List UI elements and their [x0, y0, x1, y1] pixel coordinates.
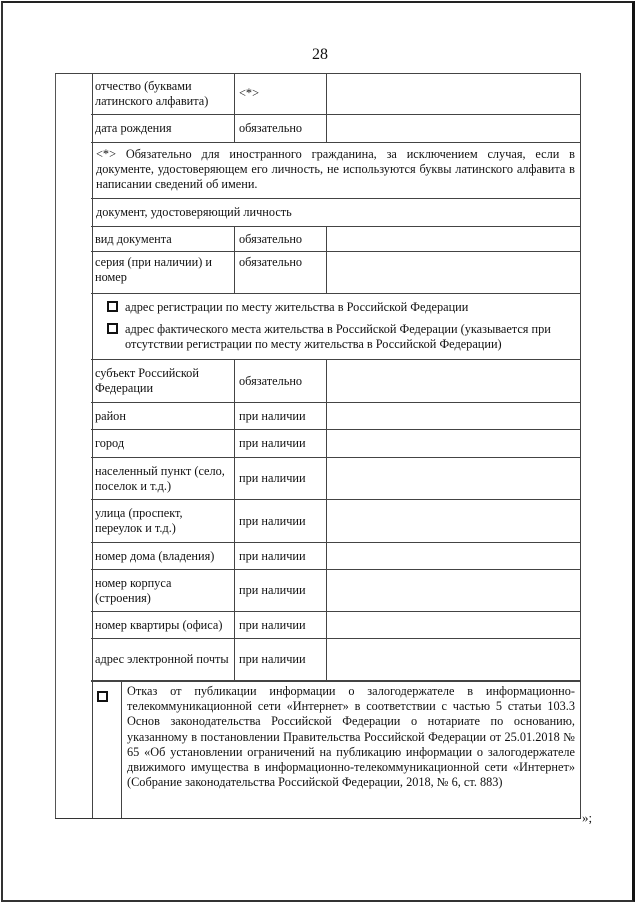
field-label: адрес электронной почты: [91, 639, 235, 680]
field-value-cell[interactable]: [327, 227, 580, 251]
field-label: отчество (буквами латинского алфавита): [91, 74, 235, 114]
field-value-cell[interactable]: [327, 252, 580, 293]
table-row-address-options: [91, 294, 581, 360]
footnote-text: <*> Обязательно для иностранного гражданина, за исключением случая, если в документе, удостоверяющем его личность, не используются буквы латинского алфавита в написании сведений об имени.: [96, 147, 575, 191]
field-value-cell[interactable]: [327, 500, 580, 542]
table-row-subject: [91, 360, 581, 403]
address-option-actual[interactable]: [91, 317, 580, 354]
table-row-document-number: [91, 252, 581, 294]
form-table: [55, 73, 581, 819]
table-row-email: [91, 639, 581, 681]
table-row-locality: [91, 458, 581, 500]
field-label: субъект Российской Федерации: [91, 360, 235, 402]
table-left-column: [55, 74, 93, 818]
checkbox-icon[interactable]: [107, 323, 118, 334]
option-label: адрес фактического места жительства в Российской Федерации (указывается при отсутствии регистрации по месту жительства в Российской Федерации): [125, 322, 551, 351]
refusal-checkbox-cell[interactable]: [91, 682, 122, 818]
checkbox-icon[interactable]: [107, 301, 118, 312]
table-row-patronymic-latin: [91, 74, 581, 115]
field-value-cell[interactable]: [327, 115, 580, 142]
field-label: населенный пункт (село, поселок и т.д.): [91, 458, 235, 499]
field-requirement: при наличии: [235, 612, 327, 638]
option-label: адрес регистрации по месту жительства в Российской Федерации: [125, 300, 469, 314]
field-requirement: обязательно: [235, 227, 327, 251]
address-option-registration[interactable]: [91, 297, 580, 317]
table-row-birth-date: [91, 115, 581, 143]
table-row-document-type: [91, 227, 581, 252]
field-requirement: при наличии: [235, 458, 327, 499]
field-label: район: [91, 403, 235, 429]
field-requirement: при наличии: [235, 430, 327, 457]
field-label: вид документа: [91, 227, 235, 251]
field-value-cell[interactable]: [327, 403, 580, 429]
field-requirement: при наличии: [235, 500, 327, 542]
field-label: номер квартиры (офиса): [91, 612, 235, 638]
table-row-building: [91, 570, 581, 612]
table-row-footnote: [91, 143, 581, 199]
table-row-house: [91, 543, 581, 570]
table-row-city: [91, 430, 581, 458]
field-label: номер дома (владения): [91, 543, 235, 569]
field-requirement: при наличии: [235, 543, 327, 569]
field-value-cell[interactable]: [327, 639, 580, 680]
field-value-cell[interactable]: [327, 570, 580, 611]
field-value-cell[interactable]: [327, 360, 580, 402]
table-row-street: [91, 500, 581, 543]
table-row-district: [91, 403, 581, 430]
field-requirement: <*>: [235, 74, 327, 114]
field-label: дата рождения: [91, 115, 235, 142]
field-value-cell[interactable]: [327, 612, 580, 638]
section-heading-document: документ, удостоверяющий личность: [96, 205, 292, 219]
field-label: серия (при наличии) и номер: [91, 252, 235, 293]
table-row-publication-refusal: [91, 681, 581, 818]
closing-quote-mark: »;: [582, 810, 593, 825]
page-number: 28: [312, 46, 328, 63]
field-value-cell[interactable]: [327, 543, 580, 569]
table-content: [91, 74, 581, 818]
field-requirement: при наличии: [235, 570, 327, 611]
field-label: номер корпуса (строения): [91, 570, 235, 611]
field-requirement: обязательно: [235, 252, 327, 293]
checkbox-icon[interactable]: [97, 691, 108, 702]
field-requirement: при наличии: [235, 639, 327, 680]
field-value-cell[interactable]: [327, 430, 580, 457]
table-row-apartment: [91, 612, 581, 639]
field-requirement: обязательно: [235, 115, 327, 142]
field-requirement: обязательно: [235, 360, 327, 402]
field-label: город: [91, 430, 235, 457]
table-row-document-heading: [91, 199, 581, 227]
field-label: улица (проспект, переулок и т.д.): [91, 500, 235, 542]
field-value-cell[interactable]: [327, 458, 580, 499]
field-requirement: при наличии: [235, 403, 327, 429]
refusal-text: Отказ от публикации информации о залогодержателе в информационно-телекоммуникационной сети «Интернет» в соответствии с частью 5 статьи 103.3 Основ законодательства Российской Федерации о нотариате по основанию, указанному в постановлении Правительства Российской Федерации от 25.01.2018 № 65 «Об установлении ограничений на публикацию информации о залогодержателе движимого имущества в информационно-телекоммуникационной сети «Интернет» (Собрание законодательства Российской Федерации, 2018, № 6, ст. 883): [127, 684, 575, 790]
field-value-cell[interactable]: [327, 74, 580, 114]
